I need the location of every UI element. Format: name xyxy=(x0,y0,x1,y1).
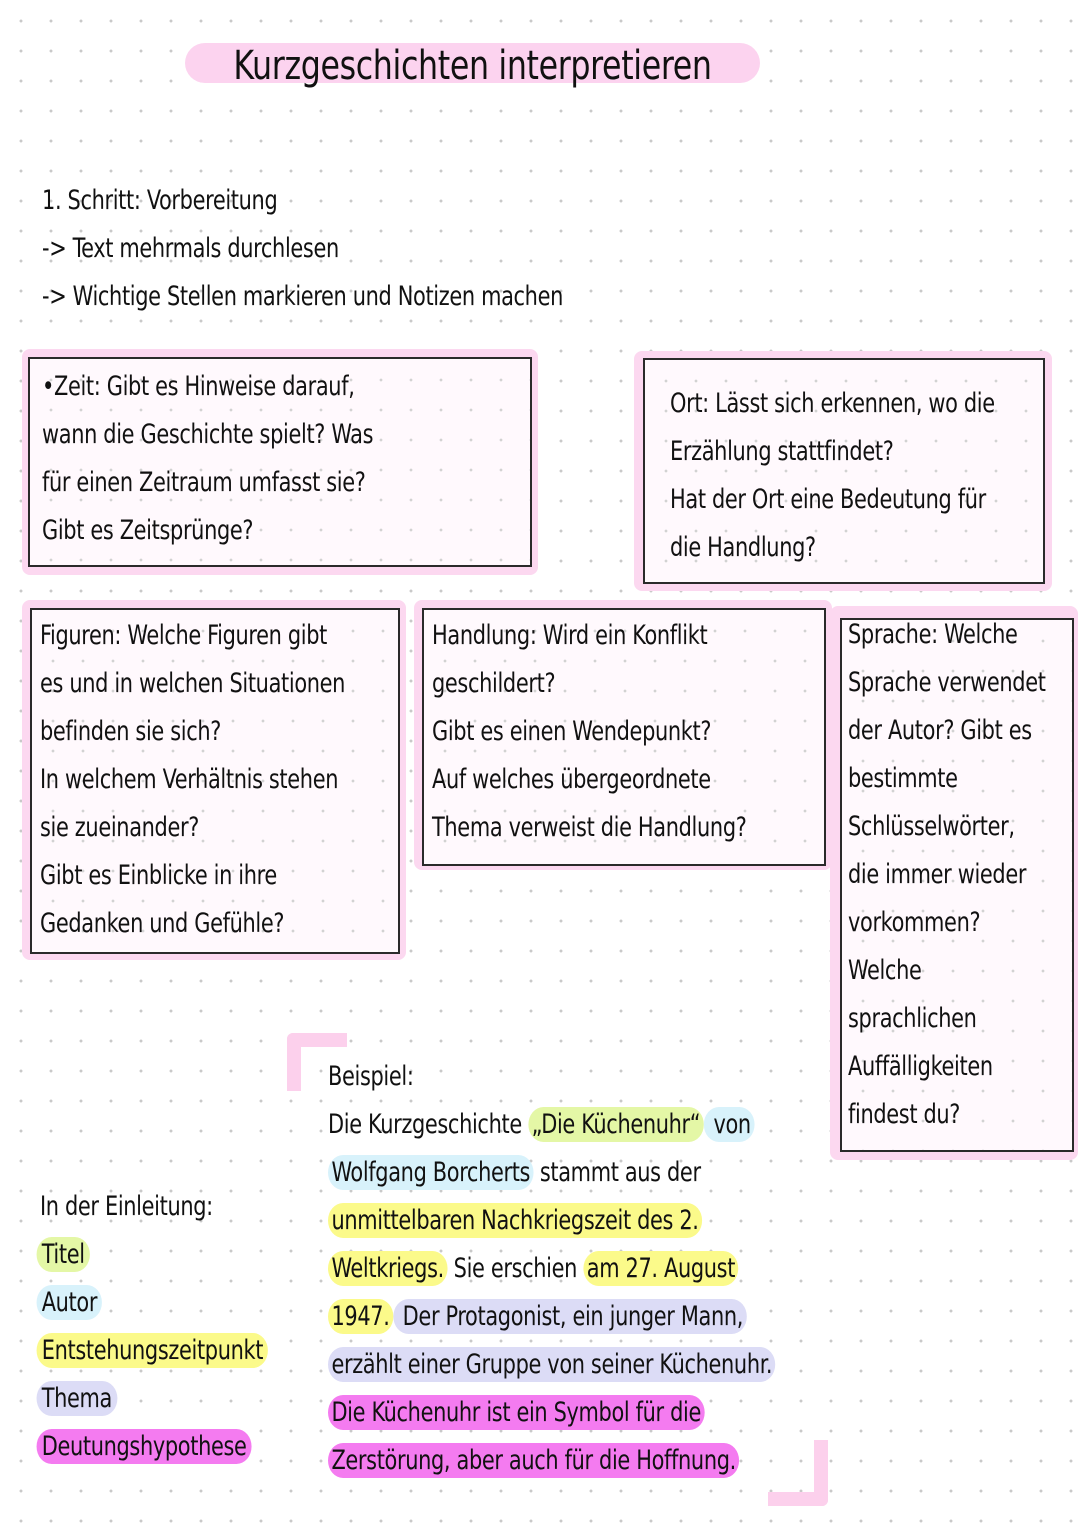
step-section xyxy=(42,177,563,321)
step-item: -> Wichtige Stellen markieren und Notizen machen xyxy=(42,281,563,312)
example-line xyxy=(328,1293,776,1341)
highlight-thema: Der Protagonist, ein junger Mann, xyxy=(393,1299,747,1334)
card-ort xyxy=(634,351,1052,591)
legend xyxy=(40,1183,268,1471)
legend-item-titel: Titel xyxy=(37,1237,90,1272)
highlight-thema: erzählt einer Gruppe von seiner Küchenuhr. xyxy=(328,1347,776,1382)
example-line xyxy=(328,1245,776,1293)
highlight-deutung: Die Küchenuhr ist ein Symbol für die xyxy=(328,1395,704,1430)
highlight-zeit: 1947. xyxy=(328,1299,393,1334)
example-line xyxy=(328,1149,776,1197)
highlight-zeit: unmittelbaren Nachkriegszeit des 2. xyxy=(328,1203,702,1238)
example-heading: Beispiel: xyxy=(328,1061,414,1092)
page-title: Kurzgeschichten interpretieren xyxy=(233,43,712,89)
plain-text: Sie erschien xyxy=(447,1253,584,1284)
highlight-autor: von xyxy=(704,1107,755,1142)
bracket-bottom-right xyxy=(768,1440,828,1506)
card-figuren-text: Figuren: Welche Figuren gibt es und in welchen Situationen befinden sie sich? In welchem Verhältnis stehen sie zueinander? Gibt es Einblicke in ihre Gedanken und Gefühle? xyxy=(40,620,346,939)
highlight-autor: Wolfgang Borcherts xyxy=(328,1155,534,1190)
highlight-zeit: Weltkriegs. xyxy=(328,1251,447,1286)
card-sprache-text: Sprache: Welche Sprache verwendet der Autor? Gibt es bestimmte Schlüsselwörter, die immer wieder vorkommen? Welche sprachlichen Auffälligkeiten findest du? xyxy=(848,619,1046,1130)
card-zeit xyxy=(22,349,538,575)
highlight-deutung: Zerstörung, aber auch für die Hoffnung. xyxy=(328,1443,739,1478)
plain-text: Die Kurzgeschichte xyxy=(328,1109,529,1140)
example-line xyxy=(328,1437,776,1485)
card-handlung xyxy=(414,600,832,870)
step-heading: 1. Schritt: Vorbereitung xyxy=(42,185,278,216)
card-figuren xyxy=(22,600,406,960)
legend-heading: In der Einleitung: xyxy=(40,1191,213,1222)
legend-item-autor: Autor xyxy=(37,1285,103,1320)
legend-item-deutungshypothese: Deutungshypothese xyxy=(37,1429,252,1464)
card-handlung-text: Handlung: Wird ein Konflikt geschildert? Gibt es einen Wendepunkt? Auf welches übergeordnete Thema verweist die Handlung? xyxy=(432,620,747,843)
example-line xyxy=(328,1389,776,1437)
plain-text: stammt aus der xyxy=(533,1157,701,1188)
step-item: -> Text mehrmals durchlesen xyxy=(42,233,339,264)
example-text xyxy=(328,1101,776,1485)
legend-item-thema: Thema xyxy=(37,1381,118,1416)
highlight-zeit: am 27. August xyxy=(583,1251,738,1286)
highlight-titel: „Die Küchenuhr“ xyxy=(528,1107,704,1142)
example-line xyxy=(328,1341,776,1389)
card-zeit-text: •Zeit: Gibt es Hinweise darauf, wann die Geschichte spielt? Was für einen Zeitraum umfasst sie? Gibt es Zeitsprünge? xyxy=(42,371,374,546)
example-line xyxy=(328,1101,776,1149)
card-ort-text: Ort: Lässt sich erkennen, wo die Erzählung stattfindet? Hat der Ort eine Bedeutung für die Handlung? xyxy=(670,388,995,563)
card-sprache xyxy=(830,606,1078,1160)
example-section xyxy=(328,1053,776,1485)
legend-item-entstehungszeitpunkt: Entstehungszeitpunkt xyxy=(37,1333,269,1368)
example-line xyxy=(328,1197,776,1245)
